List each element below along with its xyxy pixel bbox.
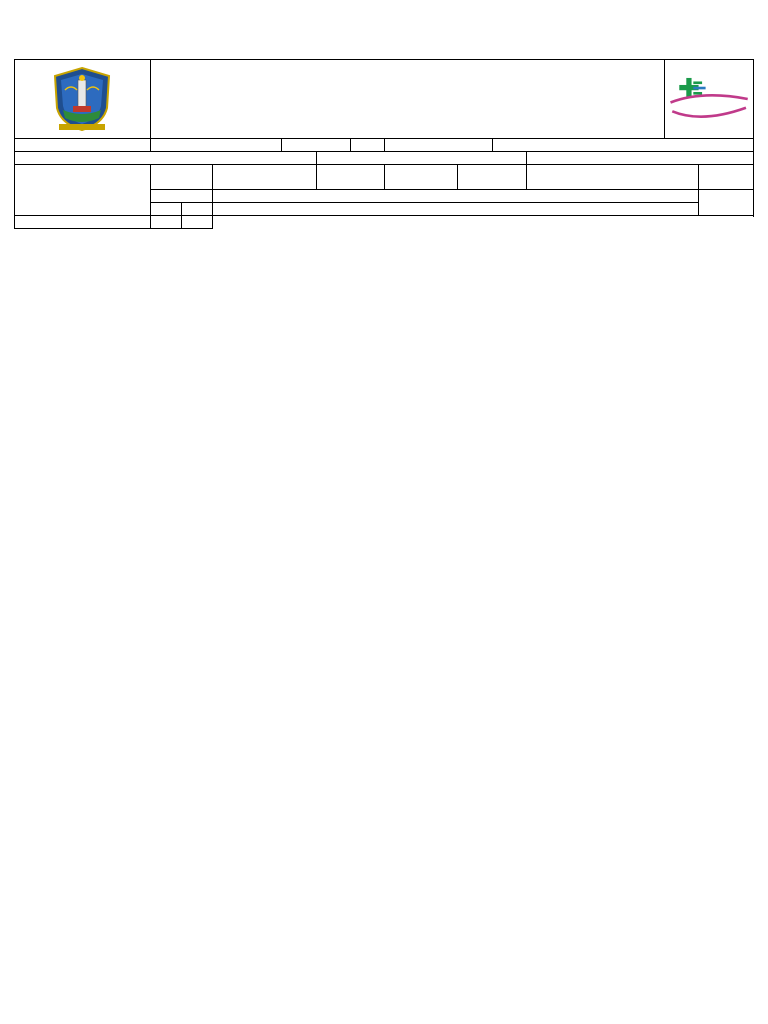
ruang-header: [213, 203, 699, 216]
irj-header: [182, 203, 213, 216]
rawatinap-header: [213, 190, 699, 203]
icd-label: [316, 152, 526, 165]
ruangrawat-header: [150, 165, 213, 190]
hospital-logo-cell: [15, 60, 151, 139]
tinggi-label: [385, 139, 492, 152]
rssa-logo-icon: [667, 60, 751, 138]
rencana-label: [527, 152, 754, 165]
document-title-block: [150, 60, 664, 139]
igd-header: [150, 203, 181, 216]
pathway-table-top: [14, 59, 754, 229]
hs-spacer-2: [150, 216, 181, 229]
biaya-header: [699, 165, 754, 190]
hs-spacer-1: [15, 216, 151, 229]
aktivitas-header: [15, 165, 151, 216]
nama-label: [15, 139, 151, 152]
kelas-header: [458, 165, 527, 190]
tgl-keluar-header: [316, 165, 385, 190]
rssa-logo-cell: [664, 60, 753, 139]
kg-label: [351, 139, 385, 152]
tgl-masuk-header: [213, 165, 316, 190]
admisi-header: [150, 190, 213, 203]
berat-label: [282, 139, 351, 152]
hs-spacer-3: [182, 216, 213, 229]
province-crest-icon: [17, 60, 148, 138]
diagnosis-label: [15, 152, 317, 165]
umur-label: [150, 139, 282, 152]
biaya-spacer: [699, 190, 754, 216]
norm-label: [492, 139, 753, 152]
lama-rawat-header: [385, 165, 458, 190]
tarif-header: [527, 165, 699, 190]
